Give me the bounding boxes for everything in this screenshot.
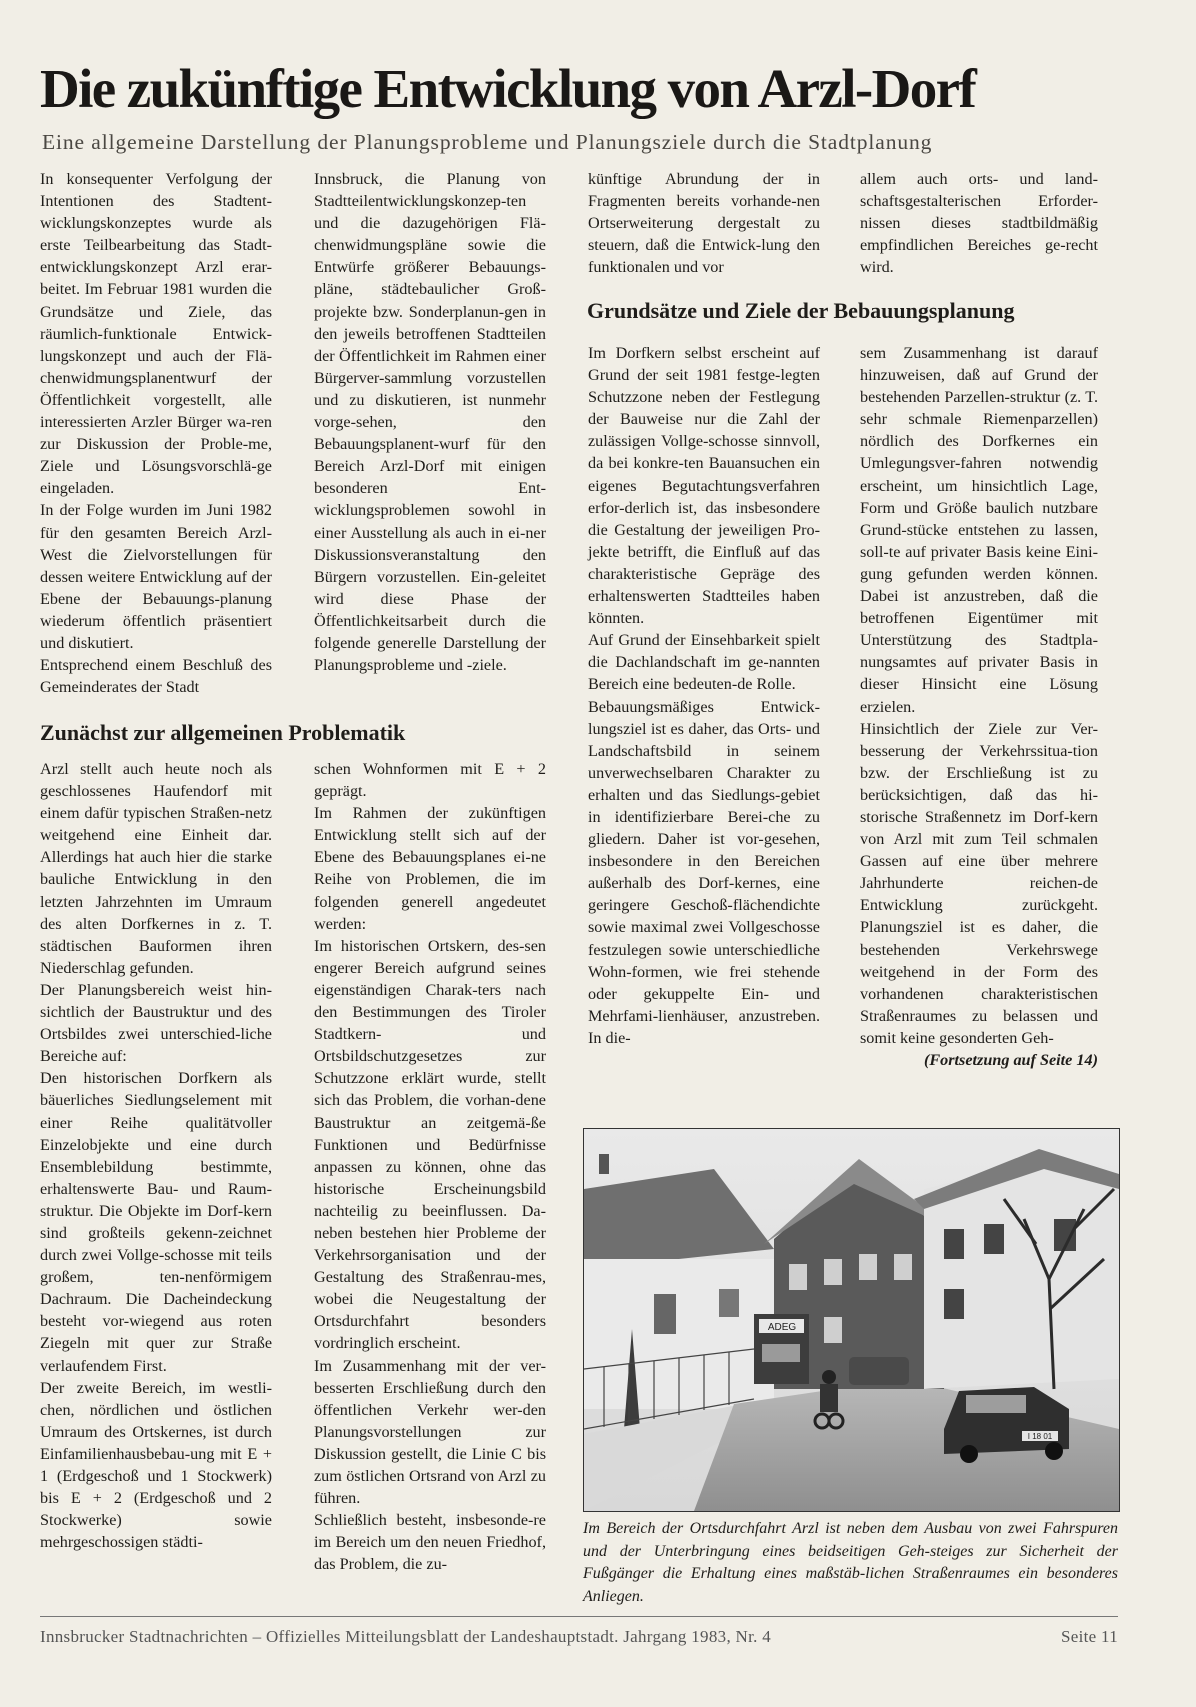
footer [40, 1627, 1118, 1647]
article-page [40, 58, 1118, 1678]
paragraph: schen Wohnformen mit E + 2 geprägt. [314, 760, 546, 801]
section-heading-problematik: Zunächst zur allgemeinen Problematik [40, 720, 406, 745]
parked-car [849, 1357, 909, 1385]
paragraph: Hinsichtlich der Ziele zur Ver-besserung der Verkehrssitua-tion bzw. der Erschließung ist zu berücksichtigen, daß das hi-storische Straßennetz im Dorf-kern von Arzl mit zum Teil schmalen Gassen auf eine über mehrere Jahrhunderte reichen-de Entwicklung zurückgeht. Planungsziel ist es daher, die bestehenden Verkehrswege weitgehend in der Form des vorhandenen charakteristischen Straßenraumes zu belassen und somit keine gesonderten Geh- [860, 719, 1098, 1047]
footer-divider [40, 1616, 1118, 1617]
intro-column-4 [860, 168, 1098, 278]
photo-caption: Im Bereich der Ortsdurchfahrt Arzl ist neben dem Ausbau von zwei Fahrspuren und der Unterbringung eines beidseitigen Geh-steiges zur Sicherheit der Fußgänger die Erhaltung eines maßstäb-lichen Straßenraumes ein besonderes Anliegen. [583, 1520, 1118, 1605]
article-title: Die zukünftige Entwicklung von Arzl-Dorf [40, 58, 976, 119]
intro-column-1 [40, 168, 272, 698]
paragraph: Im Zusammenhang mit der ver-besserten Erschließung durch den öffentlichen Verkehr wer-den Planungsvorstellungen zur Diskussion gestellt, die Linie C bis zum östlichen Ortsrand von Arzl zu führen. [314, 1356, 546, 1508]
paragraph: Im Dorfkern selbst erscheint auf Grund der seit 1981 festge-legten Schutzzone neben der Festlegung der Bauweise nur die Zahl der zulässigen Vollge-schosse sinnvoll, da bei konkre-ten Bauansuchen ein eigenes Begutachtungsverfahren erfor-derlich ist, das insbesondere die Gestaltung der jeweiligen Pro-jekte betrifft, die Einfluß auf das charakteristische Gepräge des erhaltenswerten Stadtteiles haben könnten. [588, 344, 820, 628]
paragraph: Auf Grund der Einsehbarkeit spielt die Dachlandschaft im ge-nannten Bereich eine bedeuten-de Rolle. [588, 631, 820, 694]
right-building [914, 1149, 1119, 1389]
paragraph: Im historischen Ortskern, des-sen engerer Bereich aufgrund seines eigenständigen Charak-ters nach den Bestimmungen des Tiroler Stadtkern- und Ortsbildschutzgesetzes zur Schutzzone erklärt wurde, stellt sich das Problem, die vorhan-dene Baustruktur an zeitgemä-ße Funktionen und Bedürfnisse anpassen zu können, ohne das historische Erscheinungsbild nachteilig zu beeinflussen. Da-neben bestehen hier Probleme der Verkehrsorganisation und der Gestaltung des Straßenrau-mes, wobei die Neugestaltung der Ortsdurchfahrt besonders vordringlich erscheint. [314, 936, 546, 1353]
section-heading-grundsaetze: Grundsätze und Ziele der Bebauungsplanung [587, 298, 1015, 323]
street-photo [583, 1128, 1120, 1512]
paragraph: Den historischen Dorfkern als bäuerliches Siedlungselement mit einer Reihe qualitätvoller Einzelobjekte und eine durch Ensemblebildung bestimmte, erhaltenswerte Bau- und Raum-struktur. Die Objekte im Dorf-kern sind großteils gekenn-zeichnet durch zwei Vollge-schosse mit teils großem, ten-nenförmigem Dachraum. Die Dacheindeckung besteht vor-wiegend aus roten Ziegeln mit quer zur Straße verlaufendem First. [40, 1069, 272, 1375]
truck [754, 1314, 809, 1384]
paragraph: Der Planungsbereich weist hin-sichtlich der Baustruktur und des Ortsbildes zwei unterschied-liche Bereiche auf: [40, 980, 272, 1066]
photo-illustration [584, 1129, 1119, 1511]
section2-column-4 [860, 342, 1098, 1071]
paragraph: Bebauungsmäßiges Entwick-lungsziel ist es daher, das Orts- und Landschaftsbild in seinem unverwechselbaren Charakter zu erhalten und das Siedlungs-gebiet in identifizierbare Berei-che zu gliedern. Daher ist vor-gesehen, insbesondere in den Bereichen außerhalb des Dorf-kernes, eine geringere Geschoß-flächendichte sowie maximal zwei Vollgeschosse festzulegen sowie unterschiedliche Wohn-formen, wie frei stehende oder gekuppelte Ein- und Mehrfami-lienhäuser, anzustreben. In die- [588, 697, 820, 1047]
paragraph: In der Folge wurden im Juni 1982 für den gesamten Bereich Arzl-West die Zielvorstellungen für dessen weitere Entwicklung auf der Ebene der Bebauungs-planung wiederum öffentlich präsentiert und diskutiert. [40, 501, 272, 652]
paragraph: Der zweite Bereich, im westli-chen, nördlichen und östlichen Umraum des Ortskernes, ist durch Einfamilienhausbebau-ung mit E + 1 (Erdgeschoß und 1 Stockwerk) bis E + 2 (Erdgeschoß und 2 Stockwerke) sowie mehrgeschossigen städti- [40, 1378, 272, 1552]
intro-column-3 [588, 168, 820, 278]
section2-column-3 [588, 342, 820, 1049]
license-plate: I 18 01 [1027, 1432, 1053, 1441]
truck-sign: ADEG [767, 1322, 797, 1333]
paragraph: Im Rahmen der zukünftigen Entwicklung stellt sich auf der Ebene des Bebauungsplanes ei-ne Reihe von Problemen, die im folgenden generell angedeutet werden: [314, 804, 546, 933]
paragraph: allem auch orts- und land-schaftsgestalterischen Erforder-nissen dieses stadtbildmäßig empfindlichen Bereiches ge-recht wird. [860, 170, 1098, 277]
footer-page-number: Seite 11 [1060, 1627, 1118, 1646]
section1-column-1 [40, 758, 272, 1553]
paragraph: Arzl stellt auch heute noch als geschlossenes Haufendorf mit einem dafür typischen Straßen-netz weitgehend eine Einheit dar. Allerdings hat auch hier die starke bauliche Entwicklung in den letzten Jahrzehnten im Umraum des alten Dorfkernes in z. T. städtischen Bauformen ihren Niederschlag gefunden. [40, 760, 272, 977]
footer-publication: Innsbrucker Stadtnachrichten – Offizielles Mitteilungsblatt der Landeshauptstadt. Jahrgang 1983, Nr. 4 [40, 1627, 772, 1646]
section1-column-2 [314, 758, 546, 1575]
paragraph: Entsprechend einem Beschluß des Gemeinderates der Stadt [40, 656, 272, 697]
continuation-note: (Fortsetzung auf Seite 14) [923, 1051, 1098, 1069]
article-subtitle: Eine allgemeine Darstellung der Planungsprobleme und Planungsziele durch die Stadtplanung [42, 130, 933, 154]
paragraph: Schließlich besteht, insbesonde-re im Bereich um den neuen Friedhof, das Problem, die zu- [314, 1511, 546, 1574]
paragraph: Innsbruck, die Planung von Stadtteilentwicklungskonzep-ten und die dazugehörigen Flä-chenwidmungspläne sowie die Entwürfe größerer Bebauungs-pläne, städtebaulicher Groß-projekte bzw. Sonderplanun-gen in den jeweils betroffenen Stadtteilen der Öffentlichkeit im Rahmen einer Bürgerver-sammlung vorzustellen und zu diskutieren, ist nunmehr vorge-sehen, den Bebauungsplanent-wurf für den Bereich Arzl-Dorf mit einigen besonderen Ent-wicklungsproblemen sowohl in einer Ausstellung als auch in ei-ner Diskussionsveranstaltung den Bürgern vorzustellen. Ein-geleitet wird diese Phase der Öffentlichkeitsarbeit durch die folgende generelle Darstellung der Planungsprobleme und -ziele. [314, 170, 546, 675]
paragraph: In konsequenter Verfolgung der Intentionen des Stadtent-wicklungskonzeptes wurde als erste Teilbearbeitung das Stadt-entwicklungskonzept Arzl erar-beitet. Im Februar 1981 wurden die Grundsätze und Ziele, das räumlich-funktionale Entwick-lungskonzept und auch der Flä-chenwidmungsplanentwurf der Öffentlichkeit vorgestellt, alle interessierten Arzler Bürger wa-ren zur Diskussion der Proble-me, Ziele und Lösungsvorschlä-ge eingeladen. [40, 170, 272, 498]
paragraph: sem Zusammenhang ist darauf hinzuweisen, daß auf Grund der bestehenden Parzellen-struktur (z. T. sehr schmale Riemenparzellen) nördlich des Dorfkernes ein Umlegungsver-fahren notwendig erscheint, um hinsichtlich Lage, Form und Größe baulich nutzbare Grund-stücke entstehen zu lassen, soll-te auf privater Basis keine Eini-gung gefunden werden können. Dabei ist anzustreben, daß die betroffenen Eigentümer mit Unterstützung des Stadtpla-nungsamtes auf privater Basis in dieser Hinsicht eine Lösung erzielen. [860, 344, 1098, 716]
paragraph: künftige Abrundung der in Fragmenten bereits vorhande-nen Ortserweiterung dergestalt zu steuern, daß die Entwick-lung den funktionalen und vor [588, 170, 820, 277]
intro-column-2 [314, 168, 546, 676]
